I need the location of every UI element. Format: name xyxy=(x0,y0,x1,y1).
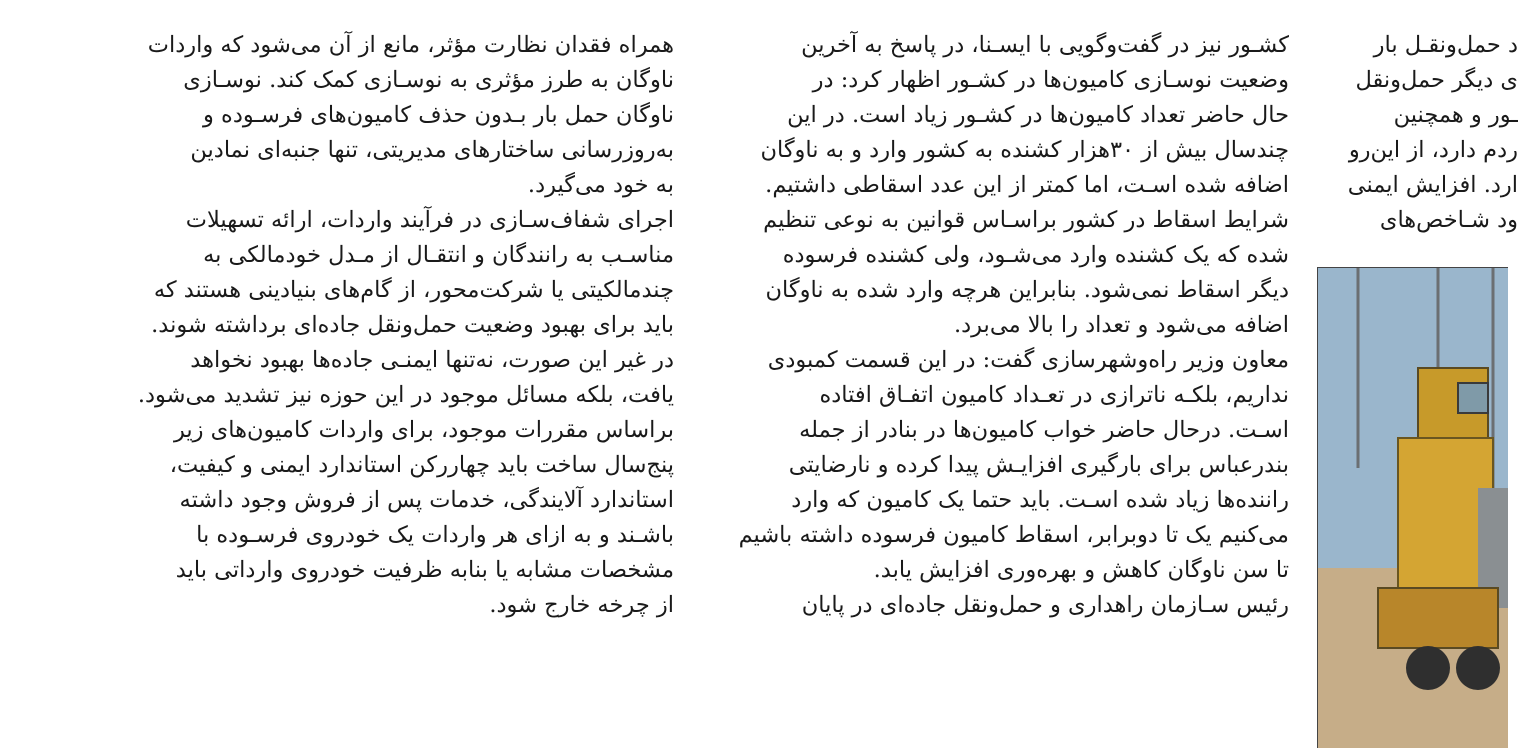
text-line xyxy=(94,623,674,658)
text-line: یافت، بلکه مسائل موجود در این حوزه نیز تشدید می‌شود. xyxy=(137,382,674,408)
truck-crane-photo xyxy=(1317,267,1508,748)
text-line: براساس مقررات موجود، برای واردات کامیون‌های زیر xyxy=(173,417,674,443)
article-column-left xyxy=(94,28,674,658)
text-line: بندرعباس برای بارگیری افزایـش پیدا کرده و نارضایتی xyxy=(788,452,1289,478)
text-line: استاندارد آلایندگی، خدمات پس از فروش وجود داشته xyxy=(179,487,674,513)
text-line: نداریم، بلکـه ناترازی در تعـداد کامیون اتفـاق افتاده xyxy=(819,382,1289,408)
text-line: به‌روزرسانی ساختارهای مدیریتی، تنها جنبه‌ای نمادین xyxy=(190,137,674,163)
text-line: تا سن ناوگان کاهش و بهره‌وری افزایش یابد. xyxy=(873,557,1289,583)
text-line: ناوگان به طرز مؤثری به نوسـازی کمک کند. نوسـازی xyxy=(183,67,674,93)
text-line: مناسـب به رانندگان و انتقـال از مـدل خودمالکی به xyxy=(203,242,674,268)
text-line: شده که یک کشنده وارد می‌شـود، ولی کشنده فرسوده xyxy=(782,242,1289,268)
text-line: همراه فقدان نظارت مؤثر، مانع از آن می‌شود که واردات xyxy=(147,32,674,58)
text-line: ناوگان حمل بار بـدون حذف کامیون‌های فرسـوده و xyxy=(203,102,674,128)
text-line: به خود می‌گیرد. xyxy=(527,172,674,198)
text-line: ی دیگر حمل‌ونقل xyxy=(1355,67,1518,93)
text-line: پنج‌سال ساخت باید چهاررکن استاندارد ایمنی و کیفیت، xyxy=(169,452,674,478)
text-line: اجرای شفاف‌سـازی در فرآیند واردات، ارائه تسهیلات xyxy=(185,207,674,233)
text-line: ردم دارد، از این‌رو xyxy=(1348,137,1518,163)
text-line: راننده‌ها زیاد شده اسـت. باید حتما یک کامیون که وارد xyxy=(791,487,1289,513)
text-line: اسـت. درحال حاضر خواب کامیون‌ها در بنادر از جمله xyxy=(799,417,1289,443)
text-line: باید برای بهبود وضعیت حمل‌ونقل جاده‌ای برداشته شوند. xyxy=(151,312,674,338)
article-column-middle xyxy=(707,28,1289,693)
text-line: از چرخه خارج شود. xyxy=(489,592,674,618)
text-line xyxy=(707,623,1289,658)
text-line: حال حاضر تعداد کامیون‌ها در کشـور زیاد است. در این xyxy=(787,102,1289,128)
article-column-right-clipped xyxy=(1318,28,1518,238)
text-line: چندمالکیتی یا شرکت‌محور، از گام‌های بنیادینی هستند که xyxy=(153,277,674,303)
text-line xyxy=(707,658,1289,693)
text-line: معاون وزیر راه‌وشهرسازی گفت: در این قسمت کمبودی xyxy=(767,347,1289,373)
text-line: مشخصات مشابه یا بنابه ظرفیت خودروی وارداتی باید xyxy=(175,557,674,583)
text-line: ارد. افزایش ایمنی xyxy=(1347,172,1518,198)
text-line: ود شـاخص‌های xyxy=(1379,207,1518,233)
text-line: چندسال بیش از ۳۰هزار کشنده به کشور وارد و به ناوگان xyxy=(760,137,1289,163)
text-line: ـور و همچنین xyxy=(1393,102,1518,128)
text-line: وضعیت نوسـازی کامیون‌ها در کشـور اظهار کرد: در xyxy=(812,67,1289,93)
photo-illustration xyxy=(1318,268,1508,748)
text-line: دیگر اسقاط نمی‌شود. بنابراین هرچه وارد شده به ناوگان xyxy=(765,277,1289,303)
text-line: در غیر این صورت، نه‌تنها ایمنـی جاده‌ها بهبود نخواهد xyxy=(190,347,674,373)
text-line: کشـور نیز در گفت‌وگویی با ایسـنا، در پاسخ به آخرین xyxy=(801,32,1289,58)
text-line: می‌کنیم یک تا دوبرابر، اسقاط کامیون فرسوده داشته باشیم xyxy=(738,522,1289,548)
text-line: اضافه می‌شود و تعداد را بالا می‌برد. xyxy=(953,312,1289,338)
text-line: د حمل‌ونقـل بار xyxy=(1373,32,1518,58)
text-line: اضافه شده اسـت، اما کمتر از این عدد اسقاطی داشتیم. xyxy=(765,172,1289,198)
text-line: شرایط اسقاط در کشور براسـاس قوانین به نوعی تنظیم xyxy=(763,207,1289,233)
text-line: باشـند و به ازای هر واردات یک خودروی فرسـوده با xyxy=(196,522,674,548)
text-line: رئیس سـازمان راهداری و حمل‌ونقل جاده‌ای در پایان xyxy=(801,592,1289,618)
